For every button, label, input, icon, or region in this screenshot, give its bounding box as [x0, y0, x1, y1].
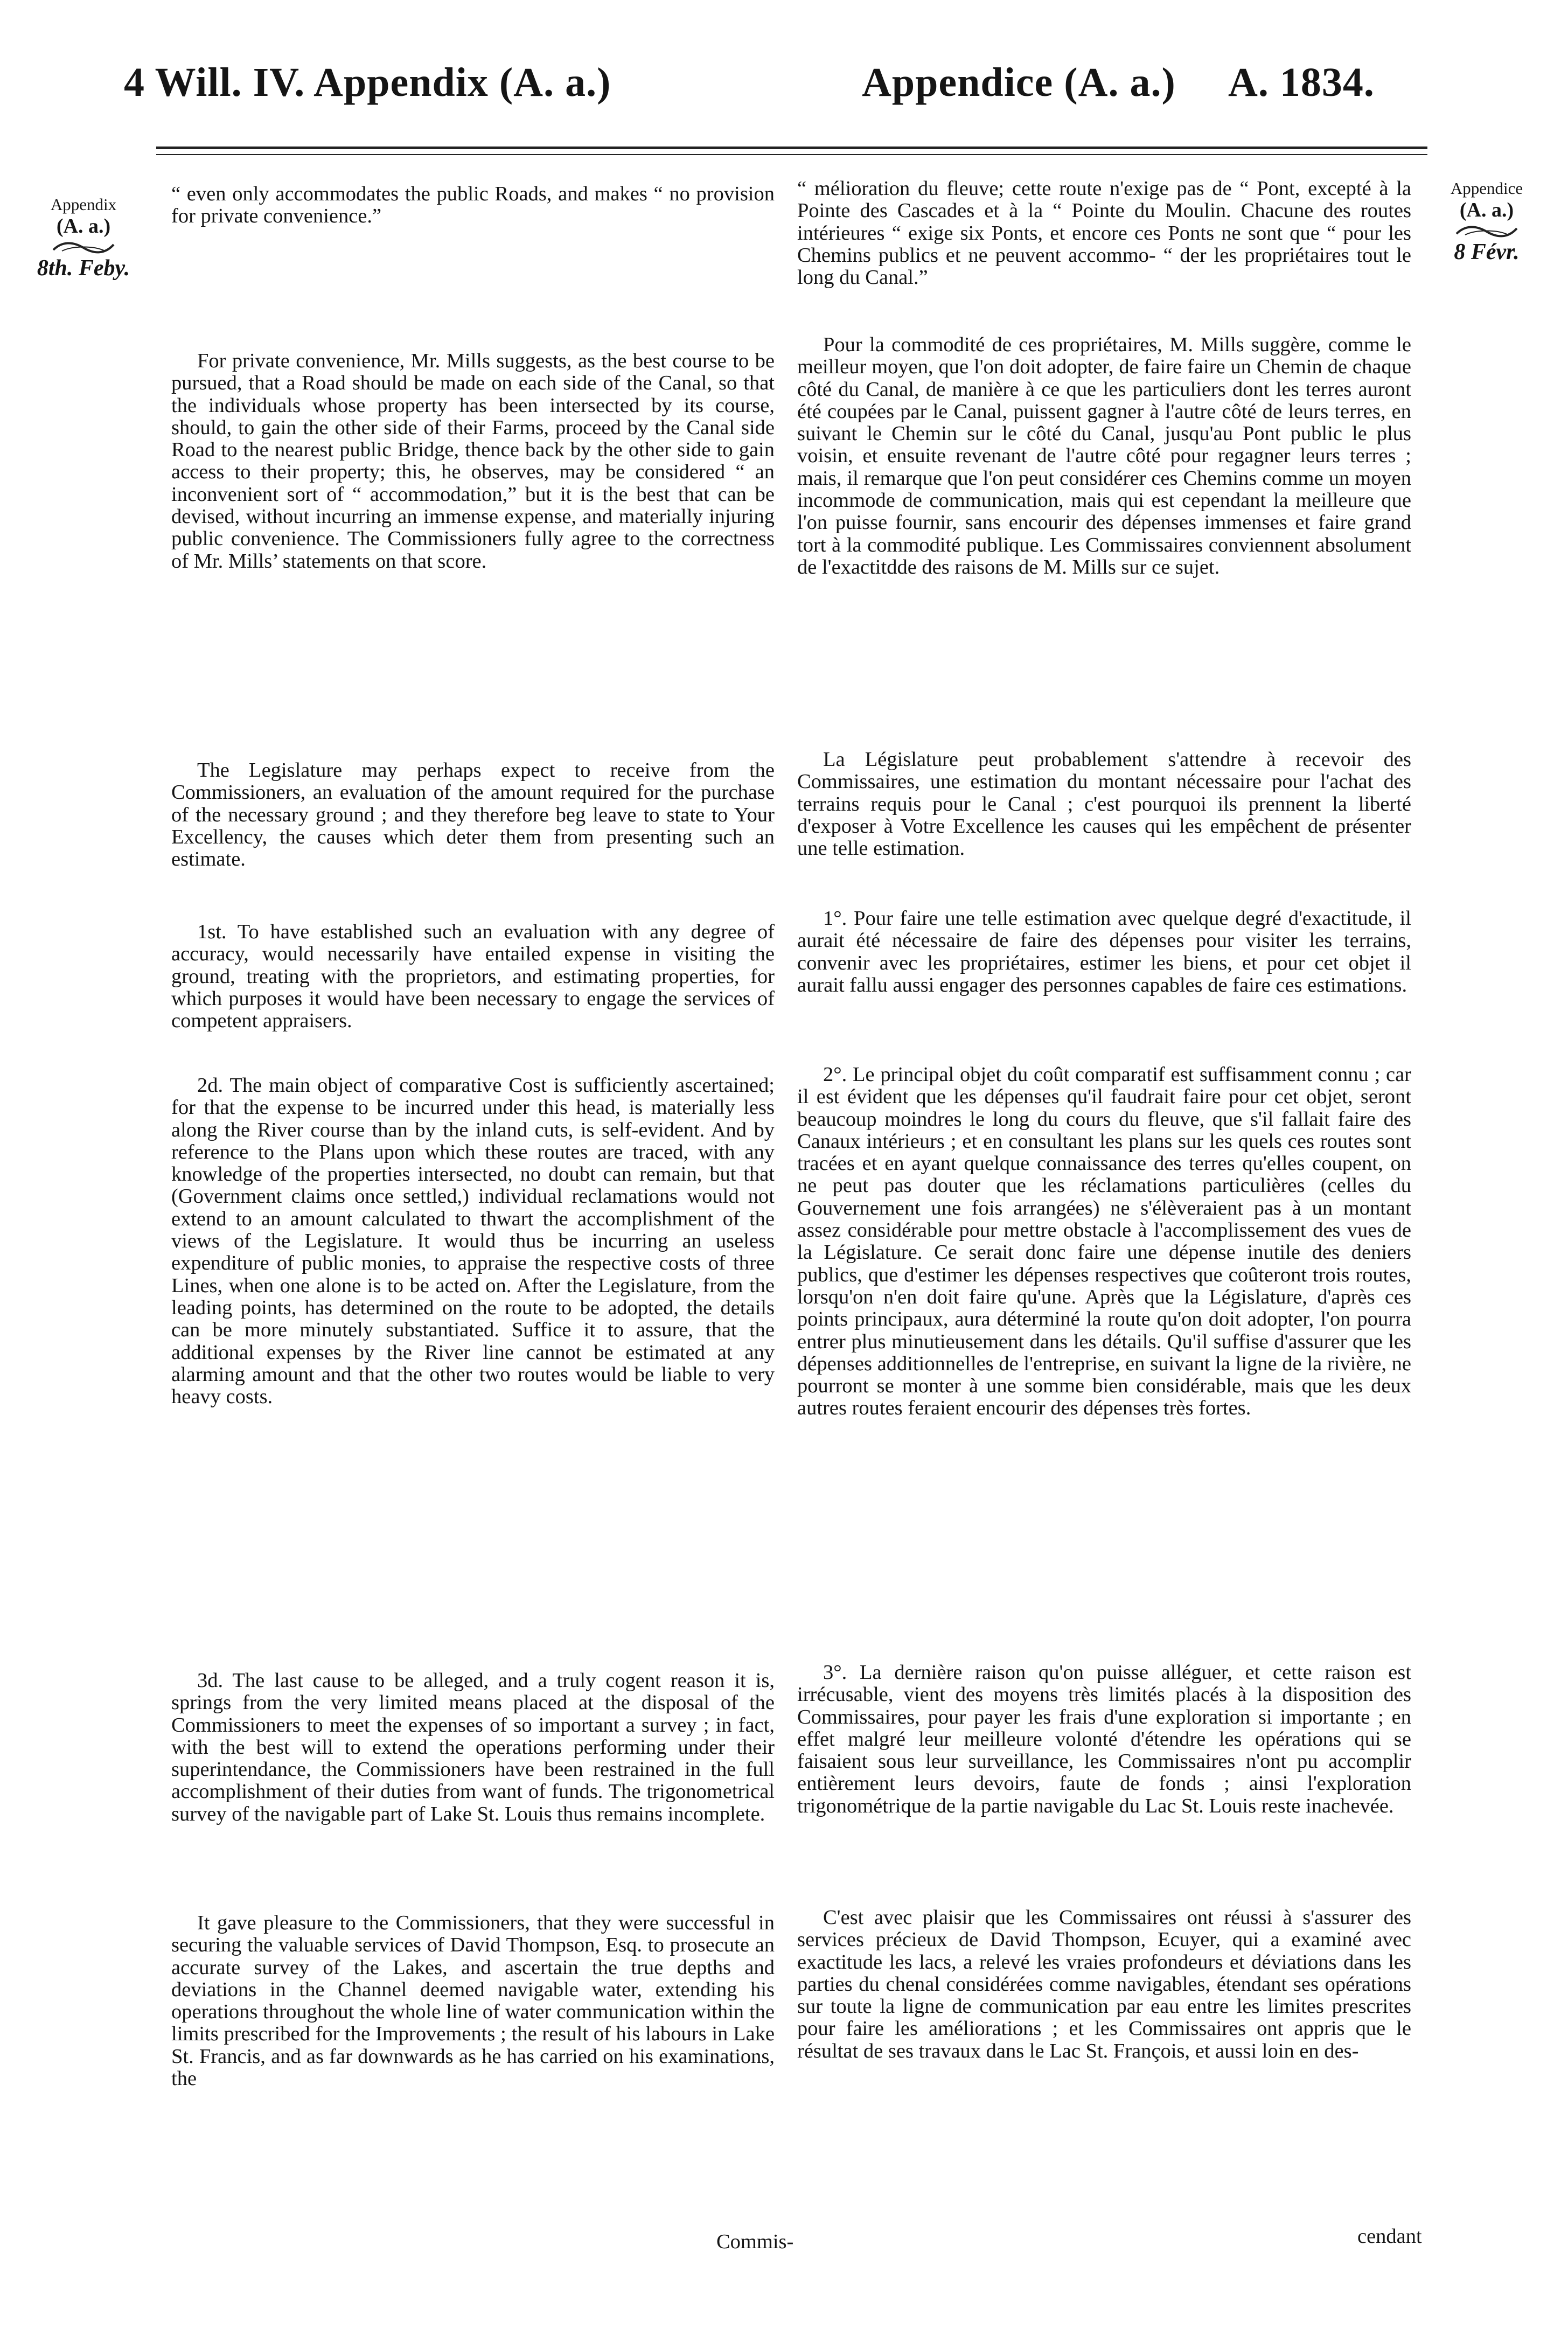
paragraph-text: 1st. To have established such an evaluation with any degree of accuracy, would necessarily have entailed expense in visiting the ground, treating with the proprietors, and estimating properties, for which purposes it would have been necessary to engage the services of competent appraisers.	[171, 921, 775, 1033]
paragraph-text: 1°. Pour faire une telle estimation avec quelque degré d'exactitude, il aurait été nécessaire de faire des dépenses pour visiter les terrains, convenir avec les propriétaires, estimer les biens, et pour cet objet il aurait fallu aussi engager des personnes capables de faire ces estimations.	[797, 907, 1411, 996]
header-right: A. 1834.	[1228, 60, 1375, 105]
french-paragraph-thompson	[797, 1907, 1411, 2062]
paragraph-text: It gave pleasure to the Commissioners, that they were successful in securing the valuable services of David Thompson, Esq. to prosecute an accurate survey of the Lakes, and ascertain the true depths and deviations in the Channel deemed navigable water, extending his operations throughout the whole line of water communication within the limits prescribed for the Improvements ; the result of his labours in Lake St. Francis, and as far downwards as he has carried on his examinations, the	[171, 1912, 775, 2090]
quote-text: “ even only accommodates the public Roads, and makes “ no provision for private convenience.”	[171, 183, 775, 228]
english-paragraph-third	[171, 1670, 775, 1825]
english-paragraph-estimate	[171, 759, 775, 870]
paragraph-text: 3°. La dernière raison qu'on puisse alléguer, et cette raison est irrécusable, vient des moyens très limités placés à la disposition des Commissaires, pour payer les frais d'une exploration si importante ; en effet malgré leur meilleure volonté d'étendre les opérations qui se faisaient sous leur surveillance, les Commissaires n'ont pu accomplir entièrement leurs devoirs, faute de fonds ; ainsi l'exploration trigonométrique de la partie navigable du Lac St. Louis reste inachevée.	[797, 1661, 1411, 1817]
french-paragraph-third	[797, 1662, 1411, 1817]
paragraph-text: Pour la commodité de ces propriétaires, M. Mills suggère, comme le meilleur moyen, que l'on doit adopter, de faire faire un Chemin de chaque côté du Canal, de manière à ce que les particuliers dont les terres auront été coupées par le Canal, puissent gagner à l'autre côté de leurs terres, en suivant le Chemin sur le côté du Canal, jusqu'au Pont public le plus voisin, et ensuite revenant de l'autre côté pour regagner leurs terres ; mais, il remarque que l'on peut considérer ces Chemins comme un moyen incommode de communication, mais qui est cependant la meilleure que l'on puisse fournir, sans encourir des dépenses immenses et faire grand tort à la commodité publique. Les Commissaires conviennent absolument de l'exactitdde des raisons de M. Mills sur ce sujet.	[797, 333, 1411, 578]
french-paragraph-estimate	[797, 749, 1411, 860]
paragraph-text: C'est avec plaisir que les Commissaires ont réussi à s'assurer des services précieux de David Thompson, Ecuyer, qui a examiné avec exactitude les lacs, a relevé les vraies profondeurs et déviations dans les parties du chenal considérées comme navigables, étendant ses opérations sur toute la ligne de communication par eau entre les limites prescrites pour faire les améliorations ; et les Commissaires ont appris que le résultat de ses travaux dans le Lac St. François, et aussi loin en des-	[797, 1906, 1411, 2062]
french-paragraph-second	[797, 1064, 1411, 1420]
flourish-ornament-icon	[51, 240, 116, 254]
margin-date-right: 8 Févr.	[1454, 240, 1520, 264]
header-left: 4 Will. IV. Appendix (A. a.)	[124, 60, 611, 105]
english-paragraph-second	[171, 1075, 775, 1408]
header-center: Appendice (A. a.)	[862, 60, 1176, 105]
french-paragraph-first	[797, 908, 1411, 996]
quote-text: “ mélioration du fleuve; cette route n'exige pas de “ Pont, excepté à la Pointe des Cascades et à la “ Pointe du Moulin. Chacune des routes intérieures “ exige six Ponts, et encore ces Ponts ne sont que “ pour les Chemins publics et ne peuvent accommo- “ der les propriétaires tout le long du Canal.”	[797, 177, 1411, 289]
margin-ref-left: (A. a.)	[56, 215, 111, 238]
margin-date-left: 8th. Feby.	[37, 256, 130, 281]
running-header	[0, 59, 1568, 124]
paragraph-text: 3d. The last cause to be alleged, and a truly cogent reason it is, springs from the very limited means placed at the disposal of the Commissioners to meet the expenses of so important a survey ; in fact, with the best will to extend the operations performing under their superintendance, the Commissioners have been restrained in the full accomplishment of their duties from want of funds. The trigonometrical survey of the navigable part of Lake St. Louis thus remains incomplete.	[171, 1669, 775, 1825]
english-quote	[171, 183, 775, 228]
paragraph-text: La Législature peut probablement s'attendre à recevoir des Commissaires, une estimation du montant nécessaire pour l'achat des terrains requis pour le Canal ; c'est pourquoi ils prennent la liberté d'exposer à Votre Excellence les causes qui les empêchent de présenter une telle estimation.	[797, 748, 1411, 860]
flourish-ornament-icon	[1454, 224, 1519, 238]
paragraph-text: The Legislature may perhaps expect to receive from the Commissioners, an evaluation of the amount required for the purchase of the necessary ground ; and they therefore beg leave to state to Your Excellency, the causes which deter them from presenting such an estimate.	[171, 759, 775, 871]
english-paragraph-roads	[171, 350, 775, 573]
paragraph-text: 2d. The main object of comparative Cost is sufficiently ascertained; for that the expense to be incurred under this head, is materially less along the River course than by the inland cuts, is self-evident. And by reference to the Plans upon which these routes are traced, with any knowledge of the properties intersected, no doubt can remain, but that (Government claims once settled,) individual reclamations would not extend to an amount calculated to thwart the accomplishment of the views of the Legislature. It would thus be incurring an useless expenditure of public monies, to appraise the respective costs of three Lines, when one alone is to be acted on. After the Legislature, from the leading points, has determined on the route to be adopted, the details can be more minutely substantiated. Suffice it to assure, that the additional expenses by the River line cannot be estimated at any alarming amount and that the other two routes would be liable to very heavy costs.	[171, 1074, 775, 1408]
catchword-french: cendant	[1357, 2225, 1422, 2248]
margin-label-left: Appendix	[50, 195, 117, 214]
french-quote	[797, 178, 1411, 289]
header-rule-thick	[156, 147, 1427, 149]
english-paragraph-thompson	[171, 1912, 775, 2090]
catchword-english: Commis-	[716, 2230, 794, 2253]
header-rule-thin	[156, 154, 1427, 155]
margin-note-left	[32, 194, 135, 279]
margin-ref-right: (A. a.)	[1459, 199, 1514, 221]
paragraph-text: 2°. Le principal objet du coût comparatif est suffisamment connu ; car il est évident que les dépenses qu'il faudrait faire pour cet objet, seront beaucoup moindres le long du cours du fleuve, que s'il fallait faire des Canaux intérieurs ; et en consultant les plans sur les quels ces routes sont tracées et en ayant quelque connaissance des terres qu'elles coupent, on ne peut pas douter que les réclamations particulières (celles du Gouvernement une fois arrangées) ne s'élèveraient pas à un montant assez considérable pour mettre obstacle à l'accomplissement des vues de la Législature. Ce serait donc faire une dépense inutile des deniers publics, que d'estimer les dépenses respectives que coûteront trois routes, lorsqu'on n'en doit faire qu'une. Après que la Législature, d'après ces points principaux, aura déterminé la route qu'on doit adopter, l'on pourra entrer plus minutieusement dans les détails. Qu'il suffise d'assurer que les dépenses additionnelles de l'entreprise, en suivant la ligne de la rivière, ne pourront se monter à une somme bien considérable, mais que les deux autres routes feraient encourir des dépenses très fortes.	[797, 1063, 1411, 1420]
paragraph-text: For private convenience, Mr. Mills suggests, as the best course to be pursued, that a Road should be made on each side of the Canal, so that the individuals whose property has been intersected by its course, should, to gain the other side of their Farms, proceed by the Canal side Road to the nearest public Bridge, thence back by the other side to gain access to their property; this, he observes, may be considered “ an inconvenient sort of “ accommodation,” but it is the best that can be devised, without incurring an immense expense, and materially injuring public convenience. The Commissioners fully agree to the correctness of Mr. Mills’ statements on that score.	[171, 350, 775, 573]
french-paragraph-roads	[797, 334, 1411, 578]
english-paragraph-first	[171, 921, 775, 1032]
margin-note-right	[1425, 178, 1549, 263]
margin-label-right: Appendice	[1450, 179, 1523, 198]
